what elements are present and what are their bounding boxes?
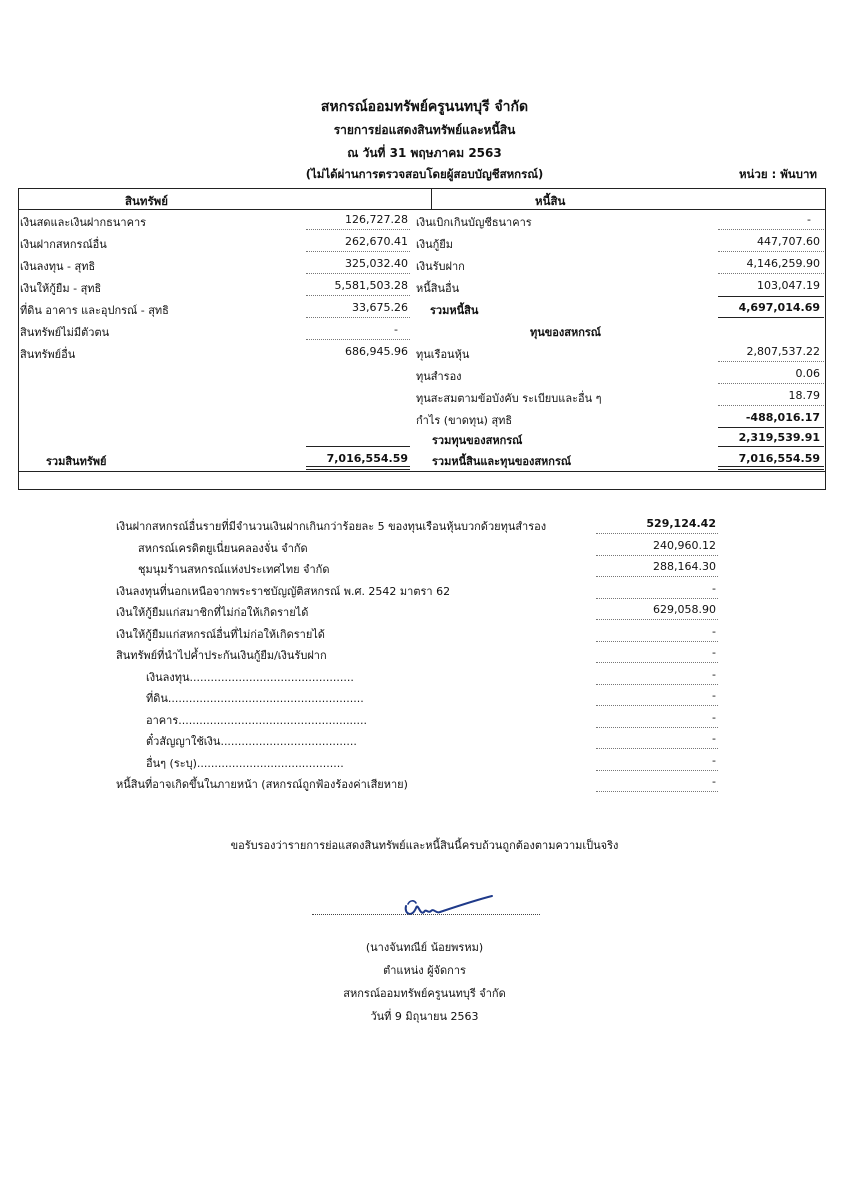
value-underline — [306, 251, 410, 252]
value-underline — [306, 229, 410, 230]
equity-label: ทุนสำรอง — [416, 370, 462, 383]
total-overline — [718, 446, 824, 447]
liability-label: เงินกู้ยืม — [416, 238, 454, 251]
value-underline — [718, 273, 824, 274]
asset-value: 5,581,503.28 — [334, 279, 408, 292]
total-underline — [718, 317, 824, 318]
disclosure-value: - — [712, 582, 716, 595]
liability-value: 447,707.60 — [757, 235, 820, 248]
balance-table — [18, 188, 826, 490]
disclosure-label: ที่ดิน........................................................ — [146, 692, 364, 705]
asset-value: - — [394, 323, 398, 336]
subtotal-rule — [718, 296, 824, 297]
asset-label: เงินฝากสหกรณ์อื่น — [20, 238, 107, 251]
equity-total-label: รวมทุนของสหกรณ์ — [432, 434, 523, 447]
equity-value: 0.06 — [795, 367, 820, 380]
value-underline — [596, 727, 718, 728]
value-underline — [596, 576, 718, 577]
org-name: สหกรณ์ออมทรัพย์ครูนนทบุรี จำกัด — [320, 99, 529, 115]
disclosure-label: สหกรณ์เครดิตยูเนี่ยนคลองจั่น จำกัด — [138, 542, 308, 555]
asset-label: เงินสดและเงินฝากธนาคาร — [20, 216, 147, 229]
equity-label: กำไร (ขาดทุน) สุทธิ — [416, 414, 513, 427]
disclosure-value: 288,164.30 — [653, 560, 716, 573]
equity-value: -488,016.17 — [745, 411, 820, 424]
liabilities-total-label: รวมหนี้สิน — [430, 304, 479, 317]
value-underline — [596, 684, 718, 685]
disclosure-label: ตั๋วสัญญาใช้เงิน....................................... — [146, 735, 357, 748]
disclosure-value: 629,058.90 — [653, 603, 716, 616]
signer-name: (นางจันทณีย์ น้อยพรหม) — [365, 941, 484, 954]
asset-label: เงินลงทุน - สุทธิ — [20, 260, 96, 273]
signature-date: วันที่ 9 มิถุนายน 2563 — [370, 1010, 479, 1023]
value-underline — [596, 748, 718, 749]
disclosure-value: - — [712, 625, 716, 638]
asset-label: สินทรัพย์ไม่มีตัวตน — [20, 326, 110, 339]
total-double-underline — [306, 466, 410, 470]
equity-total-value: 2,319,539.91 — [738, 431, 820, 444]
disclosure-label: อื่นๆ (ระบุ).......................................... — [146, 757, 344, 770]
report-title: รายการย่อแสดงสินทรัพย์และหนี้สิน — [333, 123, 516, 137]
disclosure-label: เงินให้กู้ยืมแก่สหกรณ์อื่นที่ไม่ก่อให้เกิดรายได้ — [116, 628, 325, 641]
disclosure-value: - — [712, 689, 716, 702]
value-underline — [596, 619, 718, 620]
assets-column-title: สินทรัพย์ — [125, 194, 168, 208]
value-underline — [596, 533, 718, 534]
asset-value: 33,675.26 — [352, 301, 408, 314]
disclosure-value: 529,124.42 — [646, 517, 716, 530]
liab-equity-total-label: รวมหนี้สินและทุนของสหกรณ์ — [432, 455, 572, 468]
disclosure-value: - — [712, 711, 716, 724]
asset-label: สินทรัพย์อื่น — [20, 348, 76, 361]
value-underline — [596, 555, 718, 556]
unit-label: หน่วย : พันบาท — [738, 167, 817, 181]
value-underline — [596, 641, 718, 642]
signer-position: ตำแหน่ง ผู้จัดการ — [383, 964, 466, 977]
disclosure-label: เงินลงทุน............................................... — [146, 671, 354, 684]
value-underline — [718, 229, 824, 230]
liab-equity-total-value: 7,016,554.59 — [738, 452, 820, 465]
value-underline — [718, 383, 824, 384]
liability-label: เงินเบิกเกินบัญชีธนาคาร — [416, 216, 532, 229]
asset-value: 325,032.40 — [345, 257, 408, 270]
disclosure-label: หนี้สินที่อาจเกิดขึ้นในภายหน้า (สหกรณ์ถูกฟ้องร้องค่าเสียหาย) — [116, 778, 408, 791]
value-underline — [718, 405, 824, 406]
disclosure-value: - — [712, 646, 716, 659]
liability-value: - — [807, 213, 811, 226]
value-underline — [718, 361, 824, 362]
disclosure-value: 240,960.12 — [653, 539, 716, 552]
value-underline — [718, 251, 824, 252]
signer-org: สหกรณ์ออมทรัพย์ครูนนทบุรี จำกัด — [343, 987, 506, 1000]
value-underline — [596, 662, 718, 663]
liability-value: 4,146,259.90 — [746, 257, 820, 270]
asset-label: เงินให้กู้ยืม - สุทธิ — [20, 282, 102, 295]
equity-value: 2,807,537.22 — [746, 345, 820, 358]
value-underline — [306, 317, 410, 318]
audit-note: (ไม่ได้ผ่านการตรวจสอบโดยผู้สอบบัญชีสหกรณ์) — [305, 167, 544, 181]
total-double-underline — [718, 466, 824, 470]
liability-label: เงินรับฝาก — [416, 260, 465, 273]
asset-value: 686,945.96 — [345, 345, 408, 358]
value-underline — [306, 295, 410, 296]
asset-value: 262,670.41 — [345, 235, 408, 248]
asset-value: 126,727.28 — [345, 213, 408, 226]
disclosure-label: เงินให้กู้ยืมแก่สมาชิกที่ไม่ก่อให้เกิดรายได้ — [116, 606, 309, 619]
equity-label: ทุนเรือนหุ้น — [416, 348, 470, 361]
equity-heading: ทุนของสหกรณ์ — [530, 326, 602, 339]
disclosure-label: ชุมนุมร้านสหกรณ์แห่งประเทศไทย จำกัด — [138, 563, 330, 576]
liabilities-column-title: หนี้สิน — [535, 194, 566, 208]
value-underline — [306, 339, 410, 340]
liability-value: 103,047.19 — [757, 279, 820, 292]
asset-label: ที่ดิน อาคาร และอุปกรณ์ - สุทธิ — [20, 304, 169, 317]
value-underline — [306, 273, 410, 274]
certification-statement: ขอรับรองว่ารายการย่อแสดงสินทรัพย์และหนี้สินนี้ครบถ้วนถูกต้องตามความเป็นจริง — [230, 839, 619, 852]
equity-label: ทุนสะสมตามข้อบังคับ ระเบียบและอื่น ๆ — [416, 392, 602, 405]
signature-mark — [398, 892, 498, 924]
liabilities-total-value: 4,697,014.69 — [738, 301, 820, 314]
disclosure-label: เงินลงทุนที่นอกเหนือจากพระราชบัญญัติสหกรณ์ พ.ศ. 2542 มาตรา 62 — [116, 585, 451, 598]
table-bottom-rule — [18, 471, 826, 472]
value-underline — [596, 705, 718, 706]
disclosure-value: - — [712, 775, 716, 788]
disclosure-value: - — [712, 754, 716, 767]
disclosure-label: อาคาร...................................................... — [146, 714, 368, 727]
value-underline — [596, 598, 718, 599]
signature-line — [312, 914, 540, 915]
assets-total-label: รวมสินทรัพย์ — [46, 455, 107, 468]
value-underline — [596, 770, 718, 771]
column-divider — [431, 189, 432, 210]
equity-value: 18.79 — [788, 389, 820, 402]
disclosure-label: เงินฝากสหกรณ์อื่นรายที่มีจำนวนเงินฝากเกินกว่าร้อยละ 5 ของทุนเรือนหุ้นบวกด้วยทุนสำรอง — [116, 520, 547, 533]
disclosure-value: - — [712, 668, 716, 681]
liability-label: หนี้สินอื่น — [416, 282, 460, 295]
disclosure-value: - — [712, 732, 716, 745]
total-overline — [306, 446, 410, 447]
disclosure-label: สินทรัพย์ที่นำไปค้ำประกันเงินกู้ยืม/เงินรับฝาก — [116, 649, 327, 662]
subtotal-rule — [718, 427, 824, 428]
report-date: ณ วันที่ 31 พฤษภาคม 2563 — [347, 146, 502, 160]
assets-total-value: 7,016,554.59 — [326, 452, 408, 465]
value-underline — [596, 791, 718, 792]
